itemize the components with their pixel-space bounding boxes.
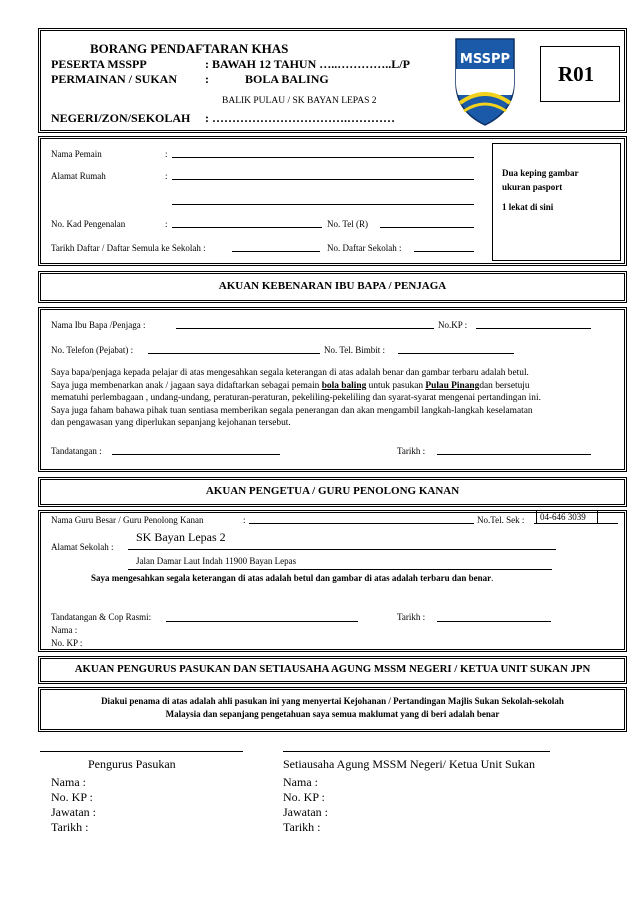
negeri-label: NEGERI/ZON/SEKOLAH [51, 111, 191, 125]
tel-bimbit-field[interactable] [398, 353, 514, 354]
parent-decl-line-3: mematuhi perlembagaan , undang-undang, peraturan-peraturan, pekeliling-pekeliling dan syarat-syarat mengenai pertandingan ini. [51, 393, 541, 404]
kad-colon: : [165, 219, 168, 229]
tel-sekolah-value[interactable]: 04-646 3039 [540, 512, 586, 522]
pengurus-jawatan-label: Jawatan : [51, 805, 96, 819]
peserta-value: : BAWAH 12 TAHUN …..…………..L/P [205, 57, 410, 71]
tandatangan-penjaga-field[interactable] [112, 454, 280, 455]
setiausaha-nama-label: Nama : [283, 775, 318, 789]
nama-guru-colon: : [243, 515, 246, 525]
principal-heading: AKUAN PENGETUA / GURU PENOLONG KANAN [205, 485, 460, 497]
pengurus-kp-label: No. KP : [51, 790, 93, 804]
tandatangan-cop-field[interactable] [166, 621, 358, 622]
form-title: BORANG PENDAFTARAN KHAS [90, 41, 289, 56]
nama-pemain-field[interactable] [172, 157, 474, 158]
team-statement-2: Malaysia dan sepanjang pengetahuan saya semua maklumat yang di beri adalah benar [165, 709, 500, 719]
alamat-sekolah-line-1[interactable]: SK Bayan Lepas 2 [136, 530, 226, 544]
tarikh-daftar-field[interactable] [232, 251, 320, 252]
alamat-sekolah-field-2[interactable] [128, 569, 552, 570]
parent-decl-line-1: Saya bapa/penjaga kepada pelajar di atas mengesahkan segala keterangan di atas adalah benar dan gambar terbaru adalah betul. [51, 368, 529, 378]
photo-instruction-1: Dua keping gambar [502, 168, 579, 178]
nama-penjaga-field[interactable] [176, 328, 434, 329]
principal-statement-text: Saya mengesahkan segala keterangan di atas adalah betul dan gambar di atas adalah terbaru dan benar [91, 573, 492, 583]
principal-statement-end: . [491, 573, 494, 583]
decl-2a: Saya juga membenarkan anak / jagaan saya didaftarkan sebagai pemain [51, 380, 320, 391]
permainan-value: BOLA BALING [245, 72, 329, 86]
negeri-dots: : …………………………….………… [205, 111, 395, 125]
parent-decl-line-2 [51, 380, 618, 393]
parent-decl-line-5: dan pengawasan yang diperlukan sepanjang kejohanan tersebut. [51, 418, 291, 429]
tel-rumah-label: No. Tel (R) [327, 219, 368, 229]
kad-pengenalan-label: No. Kad Pengenalan [51, 219, 126, 229]
nama-guru-label: Nama Guru Besar / Guru Penolong Kanan [51, 515, 204, 525]
nama-pemain-label: Nama Pemain [51, 149, 102, 159]
kp-penjaga-field[interactable] [476, 328, 591, 329]
decl-sport: bola baling [321, 380, 367, 391]
kad-pengenalan-field[interactable] [172, 227, 322, 228]
nama-guru-sign-label: Nama : [51, 625, 78, 635]
pengurus-tarikh-label: Tarikh : [51, 820, 89, 834]
alamat-rumah-field-1[interactable] [172, 179, 474, 180]
photo-instruction-2: ukuran pasport [502, 182, 563, 192]
setiausaha-kp-label: No. KP : [283, 790, 325, 804]
tandatangan-cop-label: Tandatangan & Cop Rasmi: [51, 612, 152, 622]
tel-pejabat-label: No. Telefon (Pejabat) : [51, 345, 134, 355]
peserta-label: PESERTA MSSPP [51, 57, 147, 71]
tarikh-guru-field[interactable] [437, 621, 551, 622]
logo-text: MSSPP [459, 52, 511, 67]
form-code: R01 [558, 62, 595, 86]
nama-penjaga-label: Nama Ibu Bapa /Penjaga : [51, 320, 146, 330]
parent-heading: AKUAN KEBENARAN IBU BAPA / PENJAGA [218, 280, 447, 292]
permainan-label: PERMAINAN / SUKAN [51, 72, 177, 86]
tarikh-daftar-label: Tarikh Daftar / Daftar Semula ke Sekolah : [51, 243, 206, 253]
setiausaha-tarikh-label: Tarikh : [283, 820, 321, 834]
nama-guru-field[interactable] [249, 523, 474, 524]
tel-pejabat-field[interactable] [148, 353, 320, 354]
setiausaha-jawatan-label: Jawatan : [283, 805, 328, 819]
parent-declaration [51, 367, 618, 430]
alamat-rumah-field-2[interactable] [172, 204, 474, 205]
team-heading: AKUAN PENGURUS PASUKAN DAN SETIAUSAHA AGUNG MSSM NEGERI / KETUA UNIT SUKAN JPN [74, 663, 591, 675]
msspp-logo [450, 33, 520, 128]
tarikh-penjaga-label: Tarikh : [397, 446, 426, 456]
no-daftar-label: No. Daftar Sekolah : [327, 243, 402, 253]
nama-colon: : [165, 149, 168, 159]
tel-rumah-field[interactable] [380, 227, 474, 228]
tarikh-guru-label: Tarikh : [397, 612, 426, 622]
parent-decl-line-4: Saya juga faham bahawa pihak tuan sentiasa memberikan segala penerangan dan akan mengambil langkah-langkah keselamatan [51, 405, 533, 416]
decl-2b: untuk pasukan [368, 380, 424, 391]
kp-guru-label: No. KP : [51, 638, 83, 648]
negeri-fill[interactable]: BALIK PULAU / SK BAYAN LEPAS 2 [222, 96, 377, 106]
pengurus-nama-label: Nama : [51, 775, 86, 789]
tandatangan-penjaga-label: Tandatangan : [51, 446, 102, 456]
alamat-sekolah-label: Alamat Sekolah : [51, 542, 114, 552]
principal-statement [91, 574, 493, 583]
setiausaha-title: Setiausaha Agung MSSM Negeri/ Ketua Unit Sukan [283, 757, 535, 771]
tel-sekolah-label: No.Tel. Sek : [477, 515, 525, 525]
alamat-sekolah-line-2[interactable]: Jalan Damar Laut Indah 11900 Bayan Lepas [136, 556, 297, 566]
decl-team: Pulau Pinang [425, 380, 480, 391]
alamat-colon: : [165, 171, 168, 181]
team-statement-1: Diakui penama di atas adalah ahli pasukan ini yang menyertai Kejohanan / Pertandingan Majlis Sukan Sekolah-sekolah [101, 696, 564, 706]
setiausaha-signature-line[interactable] [283, 751, 550, 752]
tarikh-penjaga-field[interactable] [437, 454, 591, 455]
kp-penjaga-label: No.KP : [438, 320, 468, 330]
decl-2c: dan bersetuju [479, 380, 530, 391]
pengurus-signature-line[interactable] [40, 751, 243, 752]
alamat-sekolah-field-1[interactable] [128, 549, 556, 550]
permainan-colon: : [205, 72, 209, 86]
no-daftar-field[interactable] [414, 251, 474, 252]
alamat-rumah-label: Alamat Rumah [51, 171, 106, 181]
photo-instruction-3: 1 lekat di sini [502, 202, 554, 212]
tel-bimbit-label: No. Tel. Bimbit : [324, 345, 385, 355]
pengurus-title: Pengurus Pasukan [88, 757, 176, 771]
